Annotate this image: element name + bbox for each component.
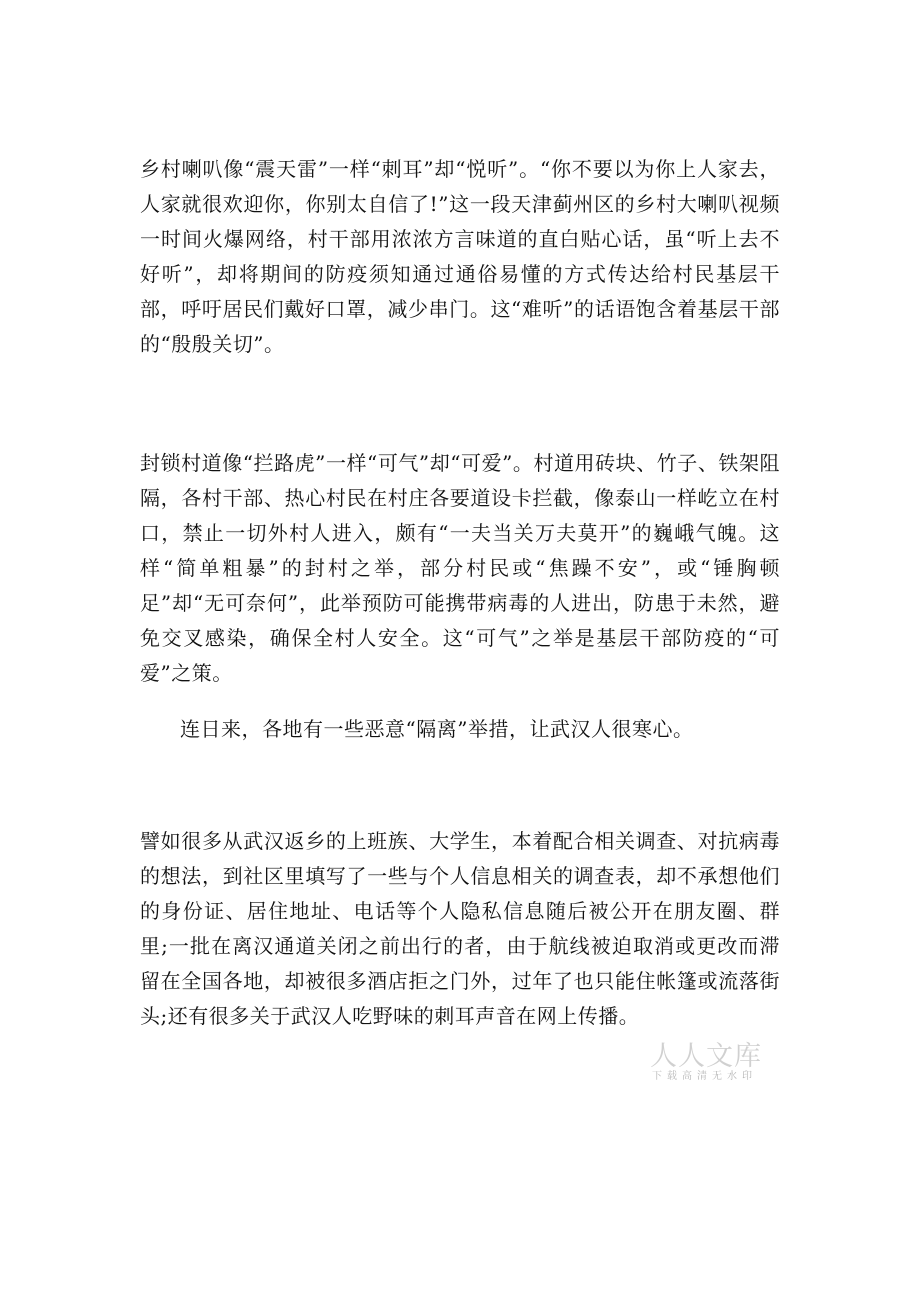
paragraph-1: 乡村喇叭像“震天雷”一样“刺耳”却“悦听”。“你不要以为你上人家去，人家就很欢迎你，你别太自信了!”这一段天津蓟州区的乡村大喇叭视频一时间火爆网络，村干部用浓浓方言味道的直白贴心话，虽“听上去不好听”，却将期间的防疫须知通过通俗易懂的方式传达给村民基层干部，呼吁居民们戴好口罩，减少串门。这“难听”的话语饱含着基层干部的“殷殷关切”。: [140, 157, 780, 356]
paragraph-3: 连日来，各地有一些恶意“隔离”举措，让武汉人很寒心。: [180, 717, 694, 741]
paragraph-4: 譬如很多从武汉返乡的上班族、大学生，本着配合相关调查、对抗病毒的想法，到社区里填写了一些与个人信息相关的调查表，却不承想他们的身份证、居住地址、电话等个人隐私信息随后被公开在朋友圈、群里;一批在离汉通道关闭之前出行的者，由于航线被迫取消或更改而滞留在全国各地，却被很多酒店拒之门外，过年了也只能住帐篷或流落街头;还有很多关于武汉人吃野味的刺耳声音在网上传播。: [140, 829, 780, 1028]
watermark-sub-text: 下载高清无水印: [652, 1071, 757, 1082]
watermark-main-text: 人人文库: [650, 1041, 762, 1072]
watermark-logo: [650, 1034, 780, 1084]
paragraph-2: 封锁村道像“拦路虎”一样“可气”却“可爱”。村道用砖块、竹子、铁架阻隔，各村干部、热心村民在村庄各要道设卡拦截，像泰山一样屹立在村口，禁止一切外村人进入，颇有“一夫当关万夫莫开”的巍峨气魄。这样“简单粗暴”的封村之举，部分村民或“焦躁不安”，或“锤胸顿足”却“无可奈何”，此举预防可能携带病毒的人进出，防患于未然，避免交叉感染，确保全村人安全。这“可气”之举是基层干部防疫的“可爱”之策。: [140, 451, 780, 685]
